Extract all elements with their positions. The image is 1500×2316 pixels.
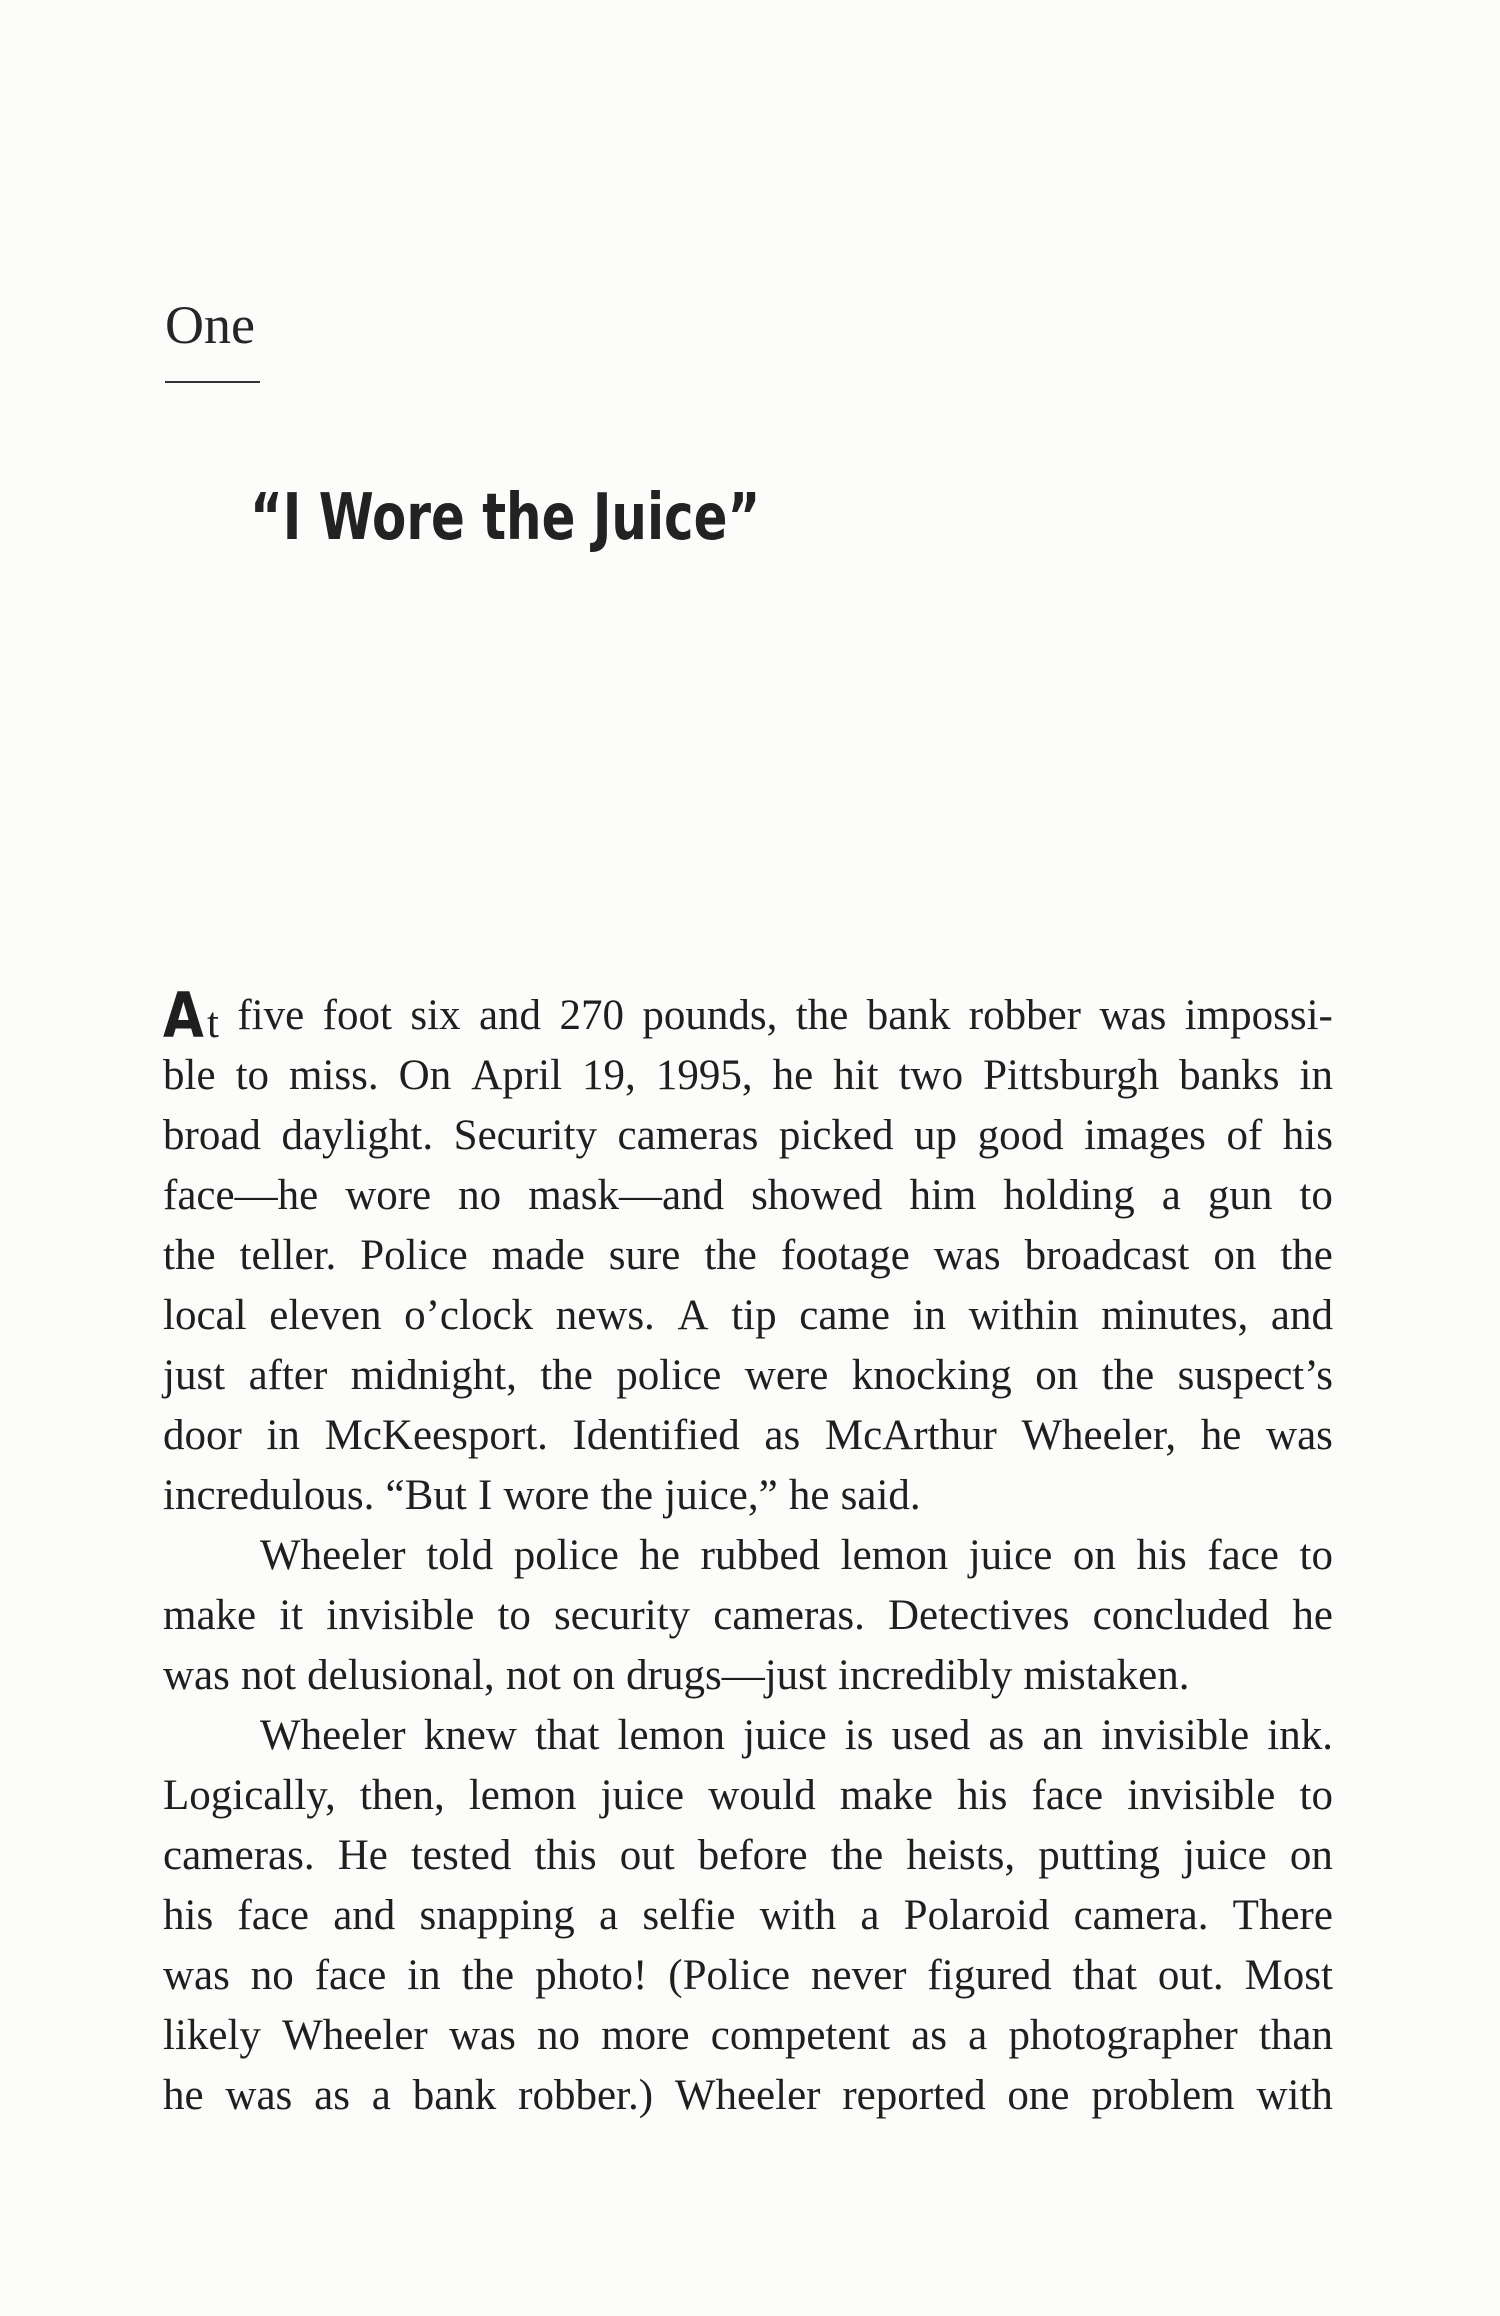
word: mask—and: [528, 1172, 725, 1219]
word: showed: [751, 1172, 883, 1219]
word: after: [248, 1352, 328, 1399]
word: door: [163, 1412, 242, 1459]
word: mistaken.: [1023, 1652, 1190, 1699]
word: the: [600, 1472, 654, 1519]
word: as: [988, 1712, 1025, 1759]
word: ink.: [1267, 1712, 1333, 1759]
word: the: [540, 1352, 593, 1399]
word: said.: [840, 1472, 921, 1519]
word: was: [163, 1652, 230, 1699]
word: Wheeler: [260, 1712, 406, 1759]
word: minutes,: [1101, 1292, 1249, 1339]
word: no: [250, 1952, 294, 1999]
word: miss.: [289, 1052, 379, 1099]
word: incredulous.: [163, 1472, 375, 1519]
word: robber.): [518, 2072, 654, 2119]
text-line: [163, 1826, 1333, 1886]
word: more: [601, 2012, 690, 2059]
word: Identified: [572, 1412, 740, 1459]
word: broadcast: [1024, 1232, 1190, 1279]
word: in: [407, 1952, 441, 1999]
word: as: [764, 1412, 801, 1459]
word: concluded: [1092, 1592, 1270, 1639]
word: picked: [778, 1112, 894, 1159]
word: this: [534, 1832, 597, 1879]
word: to: [235, 1052, 270, 1099]
word: before: [697, 1832, 808, 1879]
word: Wheeler: [260, 1532, 406, 1579]
word: he: [1292, 1592, 1333, 1639]
word: he: [772, 1052, 814, 1099]
text-line: [163, 1706, 1333, 1766]
word: the: [704, 1232, 757, 1279]
word: A: [677, 1292, 709, 1339]
word: just: [163, 1352, 226, 1399]
text-line: [163, 2066, 1333, 2126]
word: knocking: [851, 1352, 1012, 1399]
word: photographer: [1008, 2012, 1238, 2059]
word: on: [1213, 1232, 1257, 1279]
word: of: [1226, 1112, 1263, 1159]
word: the: [461, 1952, 515, 1999]
word: eleven: [269, 1292, 382, 1339]
word: were: [744, 1352, 829, 1399]
word: he: [163, 2072, 204, 2119]
word: with: [1256, 2072, 1333, 2119]
word: juice: [968, 1532, 1053, 1579]
word: reported: [842, 2072, 986, 2119]
word: told: [426, 1532, 494, 1579]
word: Wheeler: [282, 2012, 428, 2059]
word: the: [830, 1832, 884, 1879]
text-line: [163, 1106, 1333, 1166]
word: Detectives: [887, 1592, 1070, 1639]
word: juice,”: [664, 1472, 778, 1519]
word: McKeesport.: [324, 1412, 548, 1459]
word: cameras.: [713, 1592, 865, 1639]
word: that: [1072, 1952, 1137, 1999]
word: lemon: [617, 1712, 725, 1759]
text-line: [163, 1166, 1333, 1226]
word: he: [1200, 1412, 1242, 1459]
word: broad: [163, 1112, 261, 1159]
word: robber: [968, 992, 1082, 1039]
word: would: [708, 1772, 816, 1819]
word: There: [1232, 1892, 1333, 1939]
word: he: [639, 1532, 681, 1579]
word: local: [163, 1292, 247, 1339]
word: was: [1266, 1412, 1333, 1459]
word: not: [505, 1652, 561, 1699]
word: foot: [322, 992, 392, 1039]
word: holding: [1003, 1172, 1135, 1219]
word: (Police: [668, 1952, 791, 1999]
word: wore: [345, 1172, 432, 1219]
word: to: [497, 1592, 531, 1639]
word: news.: [555, 1292, 655, 1339]
word: footage: [780, 1232, 910, 1279]
word: bank: [412, 2072, 497, 2119]
word: o’clock: [404, 1292, 534, 1339]
word: out: [619, 1832, 675, 1879]
word: likely: [163, 2012, 261, 2059]
word: McArthur: [824, 1412, 997, 1459]
text-line: [163, 1406, 1333, 1466]
word: On: [398, 1052, 452, 1099]
word: juice: [1183, 1832, 1267, 1879]
word: heists,: [906, 1832, 1016, 1879]
word: wore: [503, 1472, 590, 1519]
word: 19,: [582, 1052, 636, 1099]
word: made: [491, 1232, 585, 1279]
word: pounds,: [642, 992, 778, 1039]
word: bank: [866, 992, 951, 1039]
word: no: [537, 2012, 581, 2059]
word: in: [266, 1412, 300, 1459]
text-line: [163, 1646, 1333, 1706]
word: then,: [359, 1772, 445, 1819]
word: problem: [1091, 2072, 1235, 2119]
chapter-title: “I Wore the Juice”: [250, 481, 761, 555]
word: He: [337, 1832, 388, 1879]
text-line: [163, 1226, 1333, 1286]
word: Most: [1244, 1952, 1333, 1999]
word: delusional,: [307, 1652, 495, 1699]
word: juice: [743, 1712, 827, 1759]
word: up: [914, 1112, 958, 1159]
word: lemon: [840, 1532, 949, 1579]
text-line: [163, 1286, 1333, 1346]
word: on: [571, 1652, 615, 1699]
word: one: [1007, 2072, 1070, 2119]
word: out.: [1157, 1952, 1224, 1999]
line-start: [163, 979, 219, 1052]
chapter-number: One: [165, 295, 255, 355]
word: a: [1161, 1172, 1181, 1219]
word: suspect’s: [1177, 1352, 1333, 1399]
text-line: [163, 1346, 1333, 1406]
word: that: [534, 1712, 600, 1759]
word: Polaroid: [903, 1892, 1050, 1939]
word: midnight,: [350, 1352, 517, 1399]
word: was: [933, 1232, 1001, 1279]
chapter-rule: [165, 381, 260, 383]
word: was: [163, 1952, 230, 1999]
word: on: [1072, 1532, 1116, 1579]
word: Wheeler: [674, 2072, 821, 2119]
word: I: [477, 1472, 493, 1519]
text-line: [163, 1586, 1333, 1646]
word: to: [1299, 1772, 1333, 1819]
word: face: [1031, 1772, 1104, 1819]
word: camera.: [1073, 1892, 1209, 1939]
word: tip: [731, 1292, 777, 1339]
word: juice: [600, 1772, 685, 1819]
drop-cap: A: [163, 979, 204, 1052]
word: as: [911, 2012, 947, 2059]
text-line: [163, 1766, 1333, 1826]
word: his: [1136, 1532, 1187, 1579]
word: on: [1289, 1832, 1333, 1879]
word: in: [1299, 1052, 1333, 1099]
word: photo!: [535, 1952, 648, 1999]
text-line: [163, 1466, 1333, 1526]
word: figured: [927, 1952, 1052, 1999]
word: Wheeler,: [1021, 1412, 1177, 1459]
word: never: [811, 1952, 907, 1999]
word: security: [554, 1592, 691, 1639]
word: impossi-: [1184, 992, 1333, 1039]
word: t: [206, 1000, 219, 1047]
word: an: [1042, 1712, 1083, 1759]
word: cameras: [617, 1112, 759, 1159]
word: selfie: [642, 1892, 736, 1939]
word: not: [241, 1652, 296, 1699]
word: Logically,: [163, 1772, 336, 1819]
word: snapping: [419, 1892, 575, 1939]
word: drugs—just: [626, 1652, 827, 1699]
word: in: [912, 1292, 947, 1339]
word: putting: [1038, 1832, 1161, 1879]
word: is: [844, 1712, 874, 1759]
word: than: [1258, 2012, 1333, 2059]
word: lemon: [468, 1772, 577, 1819]
word: April: [471, 1052, 563, 1099]
word: teller.: [239, 1232, 337, 1279]
text-line: [163, 1526, 1333, 1586]
word: ble: [163, 1052, 216, 1099]
word: a: [968, 2012, 988, 2059]
word: “But: [385, 1472, 467, 1519]
word: his: [1282, 1112, 1333, 1159]
word: cameras.: [163, 1832, 315, 1879]
word: tested: [410, 1832, 512, 1879]
word: a: [860, 1892, 880, 1939]
word: used: [891, 1712, 971, 1759]
word: face: [1207, 1532, 1279, 1579]
word: was: [1099, 992, 1167, 1039]
word: to: [1299, 1532, 1333, 1579]
word: a: [599, 1892, 619, 1939]
word: sure: [608, 1232, 681, 1279]
word: invisible: [326, 1592, 475, 1639]
word: Pittsburgh: [983, 1052, 1160, 1099]
word: to: [1299, 1172, 1333, 1219]
word: police: [513, 1532, 619, 1579]
word: six: [410, 992, 461, 1039]
body-text: [163, 979, 1333, 2126]
word: incredibly: [838, 1652, 1013, 1699]
word: rubbed: [700, 1532, 821, 1579]
word: competent: [710, 2012, 890, 2059]
word: it: [279, 1592, 304, 1639]
word: came: [799, 1292, 890, 1339]
word: and: [333, 1892, 396, 1939]
word: 1995,: [655, 1052, 753, 1099]
word: good: [977, 1112, 1064, 1159]
word: face: [237, 1892, 309, 1939]
word: make: [839, 1772, 934, 1819]
text-line: [163, 2006, 1333, 2066]
word: gun: [1207, 1172, 1273, 1219]
word: was: [225, 2072, 293, 2119]
word: his: [957, 1772, 1008, 1819]
word: the: [1280, 1232, 1333, 1279]
word: as: [314, 2072, 350, 2119]
text-line: [163, 979, 1333, 1052]
word: daylight.: [281, 1112, 434, 1159]
word: on: [1035, 1352, 1079, 1399]
word: two: [898, 1052, 964, 1099]
word: make: [163, 1592, 257, 1639]
word: the: [163, 1232, 216, 1279]
word: with: [759, 1892, 837, 1939]
word: hit: [833, 1052, 879, 1099]
word: and: [478, 992, 542, 1039]
word: within: [968, 1292, 1079, 1339]
word: was: [448, 2012, 516, 2059]
word: a: [371, 2072, 391, 2119]
word: banks: [1179, 1052, 1280, 1099]
word: he: [788, 1472, 830, 1519]
text-line: [163, 1046, 1333, 1106]
word: police: [616, 1352, 722, 1399]
word: images: [1084, 1112, 1206, 1159]
word: Security: [453, 1112, 597, 1159]
word: the: [1101, 1352, 1155, 1399]
word: and: [1270, 1292, 1333, 1339]
word: 270: [559, 992, 624, 1039]
word: him: [909, 1172, 977, 1219]
word: face: [314, 1952, 387, 1999]
word: invisible: [1127, 1772, 1276, 1819]
word: face—he: [163, 1172, 319, 1219]
word: no: [458, 1172, 502, 1219]
word: invisible: [1101, 1712, 1250, 1759]
word: the: [795, 992, 849, 1039]
text-line: [163, 1886, 1333, 1946]
word: five: [237, 992, 305, 1039]
word: Police: [360, 1232, 468, 1279]
text-line: [163, 1946, 1333, 2006]
word: knew: [423, 1712, 517, 1759]
word: his: [163, 1892, 214, 1939]
